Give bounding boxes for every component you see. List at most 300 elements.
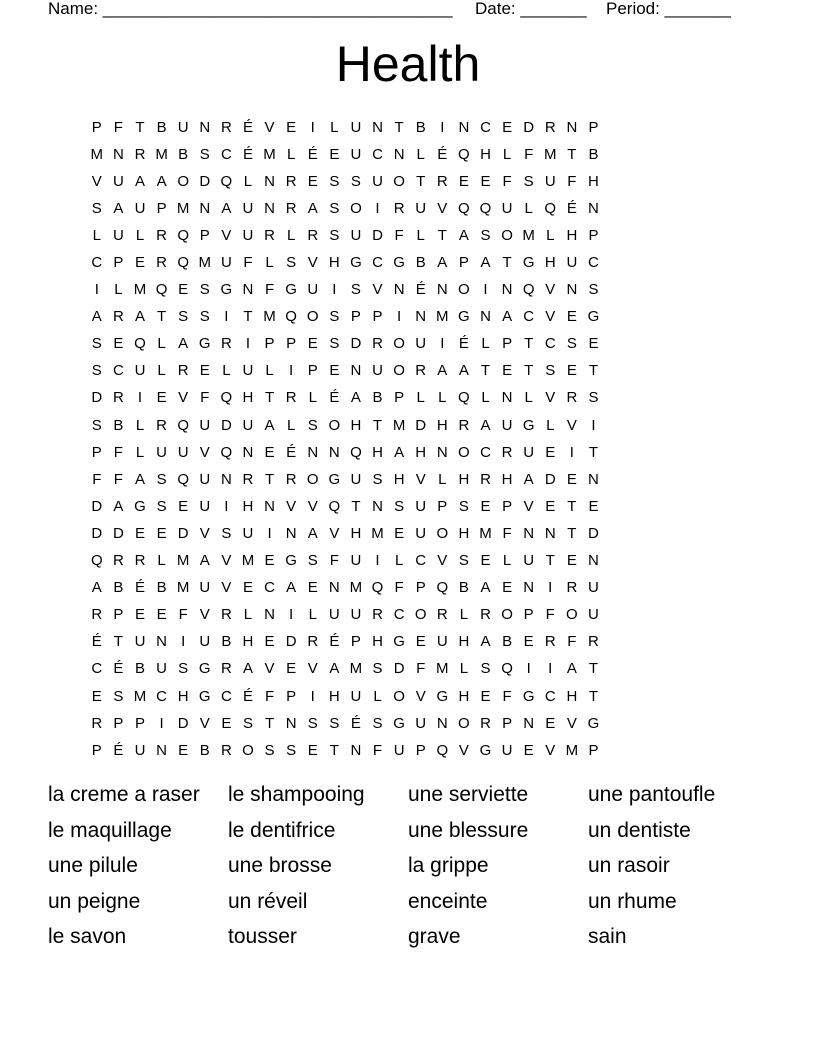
- grid-letter: S: [178, 660, 189, 678]
- grid-letter: M: [436, 308, 449, 326]
- grid-letter: L: [502, 145, 512, 163]
- grid-letter: U: [242, 416, 254, 434]
- grid-letter: P: [113, 714, 124, 732]
- grid-letter: F: [372, 741, 383, 759]
- grid-letter: E: [523, 741, 534, 759]
- grid-letter: G: [458, 308, 470, 326]
- grid-letter: S: [372, 714, 383, 732]
- grid-letter: I: [569, 443, 574, 461]
- grid-letter: V: [286, 497, 297, 515]
- grid-letter: U: [177, 118, 189, 136]
- grid-letter: N: [328, 443, 340, 461]
- grid-letter: F: [394, 579, 404, 597]
- grid-letter: F: [394, 226, 404, 244]
- grid-letter: I: [332, 281, 337, 299]
- grid-letter: R: [220, 660, 232, 678]
- grid-letter: H: [566, 687, 578, 705]
- letter-grid: [86, 114, 734, 764]
- grid-letter: R: [242, 470, 254, 488]
- grid-letter: N: [242, 443, 254, 461]
- grid-letter: E: [566, 552, 577, 570]
- grid-letter: L: [114, 281, 123, 299]
- grid-letter: E: [91, 687, 102, 705]
- grid-letter: H: [328, 254, 340, 272]
- word-list-item: un peigne: [48, 889, 141, 913]
- grid-letter: V: [221, 552, 232, 570]
- grid-letter: Q: [285, 308, 297, 326]
- grid-letter: S: [91, 335, 102, 353]
- grid-letter: F: [567, 633, 577, 651]
- grid-letter: V: [458, 741, 469, 759]
- grid-letter: T: [588, 660, 599, 678]
- grid-letter: C: [220, 687, 232, 705]
- grid-letter: L: [286, 145, 296, 163]
- grid-row: [86, 249, 734, 276]
- grid-letter: H: [588, 172, 599, 190]
- grid-letter: N: [112, 145, 124, 163]
- grid-letter: N: [544, 524, 556, 542]
- grid-letter: S: [178, 308, 189, 326]
- grid-letter: H: [242, 389, 254, 407]
- grid-letter: N: [501, 389, 513, 407]
- word-list-item: une pantoufle: [588, 783, 716, 806]
- grid-letter: E: [566, 470, 577, 488]
- grid-letter: R: [393, 199, 405, 217]
- grid-letter: F: [416, 660, 426, 678]
- word-list-item: une pilule: [48, 854, 138, 878]
- grid-letter: R: [480, 606, 491, 624]
- grid-letter: É: [350, 714, 361, 732]
- grid-letter: É: [134, 579, 145, 597]
- word-list-item: le shampooing: [228, 783, 365, 806]
- grid-letter: O: [393, 362, 405, 380]
- grid-letter: Q: [155, 281, 168, 299]
- grid-letter: I: [397, 308, 402, 326]
- grid-letter: O: [242, 741, 254, 759]
- grid-letter: G: [393, 714, 405, 732]
- grid-letter: F: [178, 606, 188, 624]
- grid-letter: E: [156, 606, 167, 624]
- worksheet-header: [48, 0, 768, 20]
- grid-letter: N: [372, 118, 383, 136]
- grid-letter: S: [545, 362, 556, 380]
- grid-letter: H: [544, 254, 556, 272]
- grid-letter: R: [220, 606, 232, 624]
- grid-letter: R: [458, 416, 470, 434]
- grid-letter: H: [458, 633, 470, 651]
- grid-letter: U: [350, 145, 362, 163]
- grid-letter: S: [156, 470, 167, 488]
- grid-letter: U: [501, 199, 513, 217]
- grid-letter: N: [436, 281, 448, 299]
- grid-letter: S: [264, 741, 275, 759]
- grid-letter: T: [264, 389, 275, 407]
- grid-letter: C: [372, 145, 383, 163]
- grid-letter: M: [349, 660, 363, 678]
- grid-letter: C: [588, 254, 599, 272]
- grid-letter: U: [199, 470, 211, 488]
- grid-letter: L: [438, 389, 447, 407]
- grid-letter: Q: [458, 145, 470, 163]
- grid-row: [86, 331, 734, 358]
- grid-letter: F: [92, 470, 102, 488]
- grid-letter: E: [566, 308, 577, 326]
- grid-letter: A: [329, 660, 340, 678]
- grid-letter: T: [502, 254, 512, 272]
- grid-letter: C: [544, 687, 556, 705]
- grid-letter: D: [350, 335, 362, 353]
- grid-letter: Q: [90, 552, 103, 570]
- grid-letter: O: [177, 172, 189, 190]
- grid-letter: D: [91, 389, 103, 407]
- grid-letter: N: [156, 741, 167, 759]
- grid-letter: U: [112, 226, 124, 244]
- grid-letter: U: [436, 633, 448, 651]
- word-list-item: enceinte: [408, 889, 488, 913]
- grid-letter: O: [393, 687, 405, 705]
- grid-letter: C: [264, 579, 275, 597]
- grid-letter: N: [436, 443, 448, 461]
- grid-letter: S: [458, 552, 469, 570]
- grid-letter: L: [373, 687, 382, 705]
- grid-letter: B: [113, 579, 124, 597]
- grid-letter: I: [440, 118, 445, 136]
- grid-letter: Q: [436, 579, 449, 597]
- grid-letter: Q: [220, 389, 233, 407]
- grid-letter: O: [306, 470, 319, 488]
- grid-letter: H: [458, 524, 470, 542]
- grid-letter: D: [91, 524, 103, 542]
- grid-letter: F: [113, 443, 123, 461]
- grid-letter: L: [265, 254, 274, 272]
- grid-letter: E: [307, 579, 318, 597]
- grid-letter: U: [588, 579, 599, 597]
- grid-letter: O: [458, 281, 470, 299]
- grid-row: [86, 466, 734, 493]
- grid-letter: U: [393, 741, 405, 759]
- grid-letter: B: [113, 416, 124, 434]
- grid-letter: U: [501, 416, 513, 434]
- grid-letter: M: [479, 524, 492, 542]
- grid-letter: L: [157, 335, 166, 353]
- word-list-item: une brosse: [228, 854, 332, 878]
- grid-row: [86, 520, 734, 547]
- grid-letter: A: [480, 254, 491, 272]
- grid-letter: D: [112, 524, 124, 542]
- word-list-item: un rasoir: [588, 854, 670, 878]
- grid-letter: R: [480, 470, 491, 488]
- grid-row: [86, 629, 734, 656]
- grid-letter: S: [523, 172, 534, 190]
- grid-letter: Q: [458, 389, 470, 407]
- grid-letter: A: [458, 362, 469, 380]
- grid-letter: B: [458, 579, 469, 597]
- grid-letter: V: [545, 389, 556, 407]
- grid-letter: B: [178, 145, 189, 163]
- grid-letter: G: [328, 470, 341, 488]
- grid-letter: A: [480, 579, 491, 597]
- grid-letter: S: [372, 470, 383, 488]
- grid-letter: Q: [501, 660, 513, 678]
- grid-letter: S: [394, 497, 405, 515]
- grid-letter: L: [438, 470, 447, 488]
- grid-letter: L: [135, 416, 145, 434]
- grid-letter: M: [90, 145, 104, 163]
- grid-letter: S: [566, 335, 577, 353]
- grid-letter: U: [242, 362, 254, 380]
- grid-letter: P: [588, 226, 599, 244]
- grid-letter: O: [458, 443, 470, 461]
- grid-letter: Q: [220, 172, 233, 190]
- grid-letter: E: [545, 497, 556, 515]
- grid-letter: G: [522, 416, 535, 434]
- grid-letter: N: [393, 145, 405, 163]
- grid-letter: H: [436, 416, 448, 434]
- grid-letter: P: [91, 741, 102, 759]
- grid-row: [86, 412, 734, 439]
- word-list-item: la grippe: [408, 854, 489, 878]
- grid-letter: Q: [371, 579, 384, 597]
- grid-letter: S: [480, 660, 491, 678]
- grid-letter: I: [224, 497, 229, 515]
- grid-letter: U: [544, 172, 556, 190]
- grid-letter: P: [286, 335, 297, 353]
- grid-letter: H: [566, 226, 578, 244]
- grid-letter: R: [134, 145, 146, 163]
- grid-letter: T: [329, 741, 339, 759]
- grid-letter: E: [178, 281, 189, 299]
- grid-letter: H: [242, 497, 254, 515]
- grid-letter: E: [588, 497, 599, 515]
- grid-letter: U: [372, 172, 383, 190]
- grid-letter: V: [545, 308, 556, 326]
- grid-letter: I: [483, 281, 488, 299]
- grid-letter: P: [264, 335, 275, 353]
- grid-letter: N: [328, 579, 340, 597]
- grid-letter: E: [480, 497, 491, 515]
- grid-letter: E: [394, 524, 405, 542]
- grid-letter: S: [458, 497, 469, 515]
- grid-letter: U: [199, 579, 211, 597]
- grid-letter: U: [242, 199, 254, 217]
- grid-letter: R: [112, 308, 124, 326]
- grid-letter: U: [566, 254, 578, 272]
- grid-letter: U: [134, 633, 146, 651]
- grid-letter: R: [177, 362, 189, 380]
- grid-letter: I: [440, 335, 445, 353]
- grid-letter: P: [502, 714, 513, 732]
- grid-letter: D: [177, 524, 189, 542]
- grid-letter: D: [544, 470, 556, 488]
- grid-letter: V: [199, 443, 210, 461]
- grid-letter: Q: [544, 199, 557, 217]
- grid-letter: A: [480, 416, 491, 434]
- grid-letter: P: [113, 254, 124, 272]
- grid-letter: D: [91, 497, 103, 515]
- grid-letter: V: [307, 660, 318, 678]
- grid-row: [86, 575, 734, 602]
- grid-letter: P: [437, 497, 448, 515]
- grid-letter: N: [264, 497, 275, 515]
- grid-letter: N: [458, 118, 470, 136]
- grid-letter: D: [199, 172, 211, 190]
- grid-letter: I: [159, 714, 164, 732]
- grid-letter: V: [199, 606, 210, 624]
- grid-letter: I: [289, 362, 294, 380]
- grid-letter: T: [567, 524, 577, 542]
- grid-letter: B: [415, 254, 426, 272]
- grid-letter: N: [523, 579, 535, 597]
- grid-letter: H: [458, 470, 470, 488]
- grid-letter: U: [242, 226, 254, 244]
- grid-letter: E: [329, 362, 340, 380]
- grid-letter: V: [566, 714, 577, 732]
- grid-letter: N: [350, 362, 362, 380]
- grid-letter: F: [264, 687, 275, 705]
- grid-letter: M: [436, 660, 449, 678]
- grid-letter: M: [176, 199, 190, 217]
- word-list-item: un réveil: [228, 889, 308, 913]
- grid-letter: S: [307, 552, 318, 570]
- grid-letter: É: [415, 281, 426, 299]
- grid-letter: O: [350, 199, 362, 217]
- grid-row: [86, 168, 734, 195]
- grid-letter: N: [220, 470, 232, 488]
- grid-letter: U: [134, 741, 146, 759]
- grid-letter: V: [221, 226, 232, 244]
- grid-letter: E: [502, 362, 513, 380]
- grid-letter: N: [156, 633, 167, 651]
- date-field-label: Date: _______: [475, 0, 587, 18]
- grid-letter: G: [587, 714, 600, 732]
- grid-letter: N: [372, 497, 383, 515]
- grid-letter: R: [134, 552, 146, 570]
- grid-letter: R: [285, 172, 297, 190]
- grid-letter: E: [545, 443, 556, 461]
- grid-letter: F: [545, 606, 555, 624]
- grid-letter: A: [480, 633, 491, 651]
- grid-letter: A: [221, 199, 232, 217]
- grid-letter: N: [415, 308, 427, 326]
- grid-letter: G: [393, 254, 405, 272]
- grid-letter: I: [289, 606, 294, 624]
- grid-letter: L: [502, 552, 512, 570]
- grid-letter: V: [307, 497, 318, 515]
- grid-letter: V: [415, 687, 426, 705]
- word-list-item: un dentiste: [588, 818, 691, 842]
- grid-letter: T: [394, 118, 404, 136]
- grid-letter: M: [176, 579, 190, 597]
- grid-letter: S: [307, 714, 318, 732]
- grid-letter: S: [588, 389, 599, 407]
- grid-letter: U: [156, 660, 167, 678]
- grid-letter: N: [588, 199, 599, 217]
- grid-row: [86, 358, 734, 385]
- grid-letter: Q: [177, 416, 189, 434]
- grid-letter: G: [134, 497, 146, 515]
- grid-letter: E: [329, 145, 340, 163]
- grid-letter: L: [524, 389, 533, 407]
- grid-letter: I: [548, 579, 553, 597]
- grid-letter: N: [242, 281, 254, 299]
- grid-letter: S: [329, 308, 340, 326]
- grid-letter: C: [544, 335, 556, 353]
- grid-letter: E: [221, 714, 232, 732]
- grid-letter: U: [220, 254, 232, 272]
- grid-letter: N: [199, 199, 211, 217]
- grid-letter: V: [415, 470, 426, 488]
- grid-letter: T: [545, 552, 555, 570]
- grid-letter: E: [264, 443, 275, 461]
- grid-letter: A: [523, 470, 534, 488]
- grid-letter: S: [113, 687, 124, 705]
- grid-letter: U: [523, 443, 535, 461]
- grid-letter: P: [307, 362, 318, 380]
- grid-letter: T: [264, 714, 275, 732]
- grid-letter: L: [330, 118, 339, 136]
- grid-letter: R: [544, 633, 556, 651]
- grid-letter: N: [523, 714, 535, 732]
- grid-letter: R: [307, 226, 319, 244]
- grid-letter: O: [566, 606, 578, 624]
- grid-letter: G: [522, 254, 535, 272]
- grid-letter: V: [264, 118, 275, 136]
- grid-letter: G: [393, 633, 405, 651]
- grid-letter: E: [264, 552, 275, 570]
- grid-letter: P: [502, 335, 513, 353]
- grid-letter: R: [156, 416, 167, 434]
- grid-letter: L: [546, 226, 555, 244]
- grid-letter: U: [350, 606, 362, 624]
- grid-letter: E: [523, 633, 534, 651]
- grid-letter: R: [566, 579, 578, 597]
- grid-letter: H: [372, 633, 383, 651]
- grid-letter: C: [156, 687, 167, 705]
- grid-letter: C: [91, 254, 103, 272]
- grid-letter: T: [156, 308, 167, 326]
- grid-letter: L: [459, 660, 469, 678]
- grid-letter: S: [286, 741, 297, 759]
- grid-letter: R: [436, 606, 448, 624]
- grid-letter: L: [524, 199, 533, 217]
- grid-letter: U: [501, 741, 513, 759]
- grid-letter: U: [350, 687, 362, 705]
- grid-letter: P: [458, 254, 469, 272]
- grid-letter: Q: [350, 443, 362, 461]
- grid-letter: U: [177, 443, 189, 461]
- grid-letter: F: [113, 470, 123, 488]
- grid-letter: E: [134, 254, 145, 272]
- grid-letter: U: [415, 199, 427, 217]
- grid-letter: R: [112, 552, 124, 570]
- word-list-item: une serviette: [408, 783, 529, 806]
- grid-letter: V: [437, 552, 448, 570]
- grid-row: [86, 304, 734, 331]
- grid-letter: M: [349, 579, 363, 597]
- grid-letter: V: [566, 416, 577, 434]
- grid-letter: P: [91, 443, 102, 461]
- grid-letter: F: [200, 389, 210, 407]
- grid-letter: T: [243, 308, 253, 326]
- grid-letter: E: [458, 172, 469, 190]
- grid-letter: C: [91, 660, 103, 678]
- grid-letter: L: [546, 416, 555, 434]
- grid-letter: V: [91, 172, 102, 190]
- grid-letter: F: [264, 281, 275, 299]
- grid-letter: I: [94, 281, 99, 299]
- grid-letter: U: [350, 552, 362, 570]
- word-list-item: le savon: [48, 925, 127, 949]
